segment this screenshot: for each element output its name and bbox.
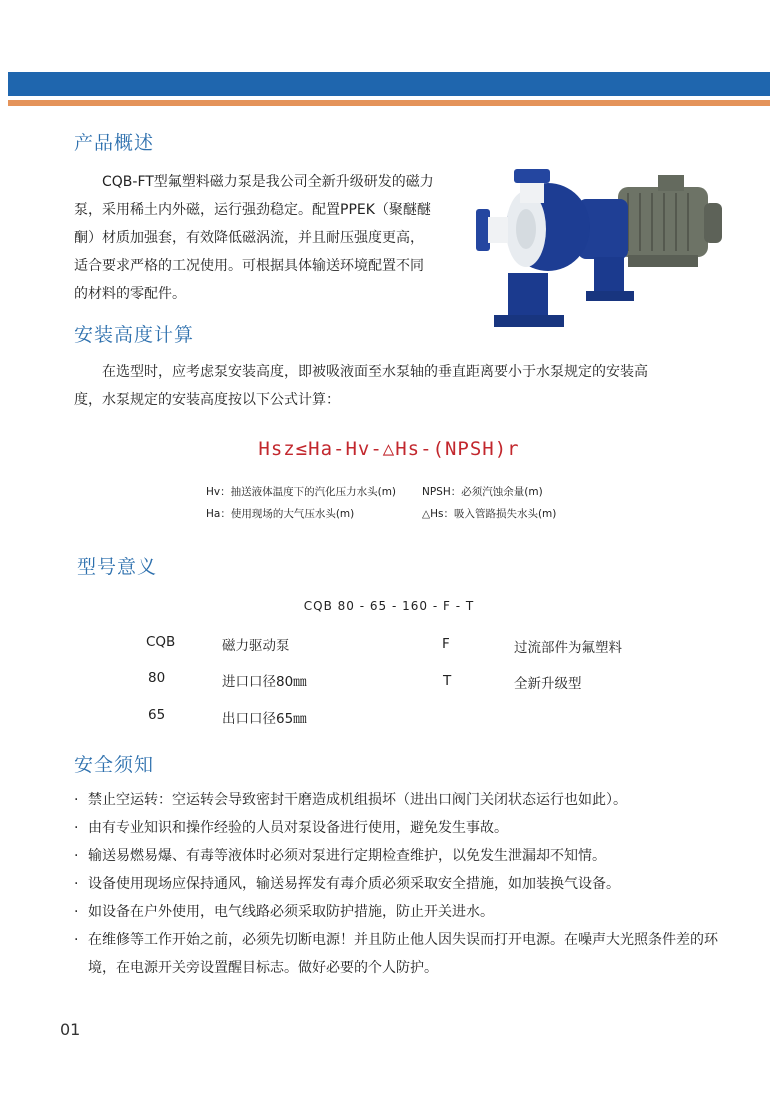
page-number: 01 (60, 1020, 81, 1039)
safety-list (74, 786, 724, 982)
overview-line: 酮）材质加强套，有效降低磁涡流，并且耐压强度更高， (74, 230, 424, 246)
model-row-desc: 出口口径65㎜ (222, 711, 307, 727)
formula-definitions (206, 481, 586, 525)
model-row-code: CQB (146, 634, 176, 650)
safety-item: · 由有专业知识和操作经验的人员对泵设备进行使用，避免发生事故。 (74, 814, 724, 842)
model-row-code2: F (442, 636, 450, 652)
safety-item: · 设备使用现场应保持通风，输送易挥发有毒介质必须采取安全措施，如加装换气设备。 (74, 870, 724, 898)
overview-line: CQB-FT型氟塑料磁力泵是我公司全新升级研发的磁力 (102, 174, 434, 190)
model-row-code2: T (443, 673, 452, 689)
model-row-code: 80 (148, 670, 166, 686)
model-row-desc: 磁力驱动泵 (222, 638, 290, 654)
motor-fan-cover (704, 203, 722, 243)
safety-heading: 安全须知 (74, 754, 155, 776)
header-orange-stripe (8, 100, 770, 106)
model-heading: 型号意义 (77, 556, 158, 578)
definition-npsh: NPSH：必须汽蚀余量(m) (422, 486, 543, 498)
definition-hs: △Hs：吸入管路损失水头(m) (422, 508, 557, 520)
magnetic-pump-image (468, 165, 728, 340)
safety-item: · 禁止空运转：空运转会导致密封干磨造成机组损坏（进出口阀门关闭状态运行也如此）。 (74, 786, 724, 814)
definition-ha: Ha：使用现场的大气压水头(m) (206, 508, 355, 520)
model-row-code: 65 (148, 707, 166, 723)
model-row-desc2: 过流部件为氟塑料 (514, 640, 622, 656)
overview-heading: 产品概述 (74, 132, 155, 154)
safety-item: · 输送易燃易爆、有毒等液体时必须对泵进行定期检查维护，以免发生泄漏却不知情。 (74, 842, 724, 870)
overview-line: 的材料的零配件。 (74, 286, 186, 302)
safety-item: · 在维修等工作开始之前，必须先切断电源！并且防止他人因失误而打开电源。在噪声大光照条件差的环境，在电源开关旁设置醒目标志。做好必要的个人防护。 (74, 926, 724, 982)
model-row-desc2: 全新升级型 (514, 676, 582, 692)
definition-row (206, 481, 586, 503)
definition-hv: Hv：抽送液体温度下的汽化压力水头(m) (206, 486, 397, 498)
overview-line: 适合要求严格的工况使用。可根据具体输送环境配置不同 (74, 258, 424, 274)
install-line: 度，水泵规定的安装高度按以下公式计算： (74, 392, 340, 408)
install-heading: 安装高度计算 (74, 324, 195, 346)
overview-paragraph (74, 168, 466, 308)
install-line: 在选型时，应考虑泵安装高度，即被吸液面至水泵轴的垂直距离要小于水泵规定的安装高 (102, 364, 648, 380)
header-blue-band (8, 72, 770, 96)
motor-terminal-box (658, 175, 684, 191)
model-code: CQB 80 - 65 - 160 - F - T (303, 599, 475, 613)
definition-row (206, 503, 586, 525)
pump-base (494, 315, 564, 327)
safety-item: · 如设备在户外使用，电气线路必须采取防护措施，防止开关进水。 (74, 898, 724, 926)
overview-line: 泵，采用稀土内外磁，运行强劲稳定。配置PPEK（聚醚醚 (74, 202, 431, 218)
install-formula: Hsz≤Ha-Hv-△Hs-(NPSH)r (258, 438, 520, 460)
install-paragraph (74, 358, 724, 414)
inlet-flange (476, 209, 490, 251)
model-row-desc: 进口口径80㎜ (222, 674, 307, 690)
